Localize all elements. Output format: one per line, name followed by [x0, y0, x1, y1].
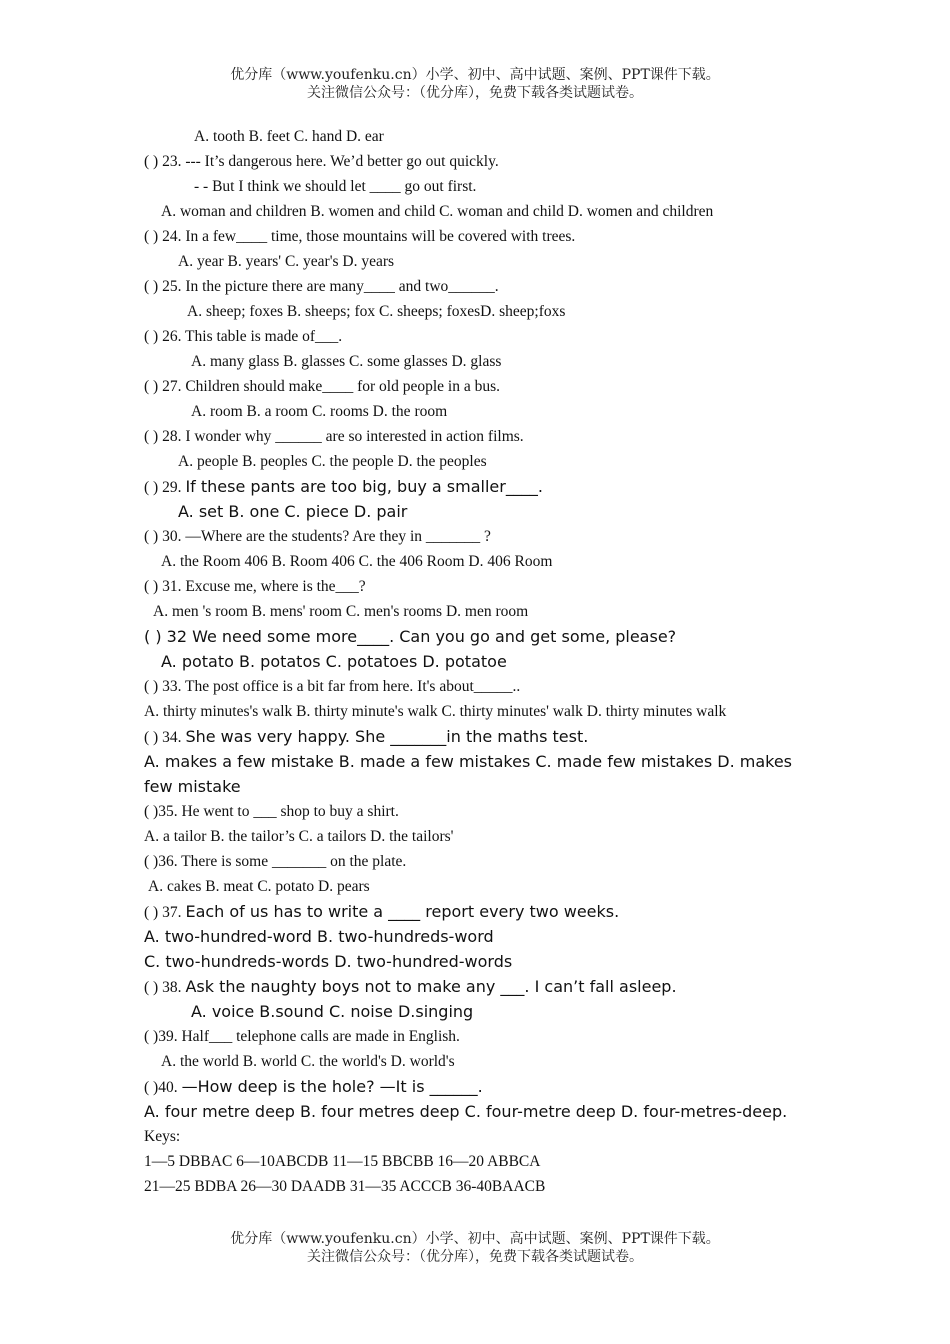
- q24-question: ( ) 24. In a few____ time, those mountains will be covered with trees.: [144, 228, 576, 245]
- q36-question: ( )36. There is some _______ on the plate.: [144, 853, 407, 870]
- q38-options: A. voice B.sound C. noise D.singing: [191, 1002, 474, 1021]
- page-footer: [0, 1230, 950, 1266]
- q33-options: A. thirty minutes's walk B. thirty minute's walk C. thirty minutes' walk D. thirty minutes walk: [144, 703, 727, 720]
- q32-question: ( ) 32 We need some more____. Can you go and get some, please?: [144, 627, 677, 646]
- q23-options: A. woman and children B. women and child C. woman and child D. women and children: [161, 203, 714, 220]
- q34-question: [144, 724, 814, 749]
- q23-question: ( ) 23. --- It’s dangerous here. We’d better go out quickly.: [144, 153, 499, 170]
- q28-question: ( ) 28. I wonder why ______ are so interested in action films.: [144, 428, 524, 445]
- q31-options: A. men 's room B. mens' room C. men's rooms D. men room: [153, 603, 529, 620]
- q27-question: ( ) 27. Children should make____ for old people in a bus.: [144, 378, 501, 395]
- q39-options: A. the world B. world C. the world's D. world's: [161, 1053, 455, 1070]
- q25-options: A. sheep; foxes B. sheeps; fox C. sheeps; foxesD. sheep;foxs: [187, 303, 566, 320]
- header-line-1: 优分库（www.youfenku.cn）小学、初中、高中试题、案例、PPT课件下载。: [230, 67, 720, 83]
- q29-question: [144, 474, 814, 499]
- footer-line-2: 关注微信公众号：（优分库），免费下载各类试题试卷。: [307, 1249, 643, 1265]
- q40-question: [144, 1074, 814, 1099]
- q35-options: A. a tailor B. the tailor’s C. a tailors D. the tailors': [144, 828, 454, 845]
- q24-options: A. year B. years' C. year's D. years: [178, 253, 395, 270]
- keys-line-1: 1—5 DBBAC 6—10ABCDB 11—15 BBCBB 16—20 ABBCA: [144, 1153, 541, 1170]
- q34-options: A. makes a few mistake B. made a few mistakes C. made few mistakes D. makes few mistake: [144, 752, 792, 796]
- q22-options: A. tooth B. feet C. hand D. ear: [194, 128, 384, 145]
- q37-text: Each of us has to write a ____ report every two weeks.: [185, 902, 620, 921]
- keys-line-2: 21—25 BDBA 26—30 DAADB 31—35 ACCCB 36-40BAACB: [144, 1178, 546, 1195]
- exam-questions: [144, 124, 814, 1199]
- q29-number: ( ) 29.: [144, 479, 182, 496]
- q37-options-cd: C. two-hundreds-words D. two-hundred-words: [144, 952, 513, 971]
- q26-question: ( ) 26. This table is made of___.: [144, 328, 343, 345]
- q30-question: ( ) 30. —Where are the students? Are they in _______ ?: [144, 528, 491, 545]
- q25-question: ( ) 25. In the picture there are many____ and two______.: [144, 278, 499, 295]
- q33-question: ( ) 33. The post office is a bit far from here. It's about_____..: [144, 678, 521, 695]
- q37-number: ( ) 37.: [144, 904, 182, 921]
- q29-options: A. set B. one C. piece D. pair: [178, 502, 408, 521]
- q35-question: ( )35. He went to ___ shop to buy a shirt.: [144, 803, 399, 820]
- q40-text: —How deep is the hole? —It is ______.: [181, 1077, 483, 1096]
- q32-options: A. potato B. potatos C. potatoes D. potatoe: [161, 652, 507, 671]
- q40-options: A. four metre deep B. four metres deep C. four-metre deep D. four-metres-deep.: [144, 1102, 788, 1121]
- q37-options-ab: A. two-hundred-word B. two-hundreds-word: [144, 927, 494, 946]
- q34-text: She was very happy. She _______in the maths test.: [185, 727, 589, 746]
- q38-question: [144, 974, 814, 999]
- q28-options: A. people B. peoples C. the people D. the peoples: [178, 453, 487, 470]
- page-header: [0, 66, 950, 102]
- q31-question: ( ) 31. Excuse me, where is the___?: [144, 578, 366, 595]
- q29-text: If these pants are too big, buy a smaller____.: [185, 477, 543, 496]
- q27-options: A. room B. a room C. rooms D. the room: [191, 403, 448, 420]
- q39-question: ( )39. Half___ telephone calls are made in English.: [144, 1028, 460, 1045]
- q30-options: A. the Room 406 B. Room 406 C. the 406 Room D. 406 Room: [161, 553, 553, 570]
- q38-text: Ask the naughty boys not to make any ___. I can’t fall asleep.: [185, 977, 677, 996]
- q36-options: A. cakes B. meat C. potato D. pears: [148, 878, 370, 895]
- q23-reply: - - But I think we should let ____ go out first.: [194, 178, 477, 195]
- q40-number: ( )40.: [144, 1079, 178, 1096]
- keys-heading: Keys:: [144, 1128, 181, 1145]
- q37-question: [144, 899, 814, 924]
- header-line-2: 关注微信公众号：（优分库），免费下载各类试题试卷。: [307, 85, 643, 101]
- q34-number: ( ) 34.: [144, 729, 182, 746]
- q38-number: ( ) 38.: [144, 979, 182, 996]
- q26-options: A. many glass B. glasses C. some glasses D. glass: [191, 353, 502, 370]
- footer-line-1: 优分库（www.youfenku.cn）小学、初中、高中试题、案例、PPT课件下载。: [230, 1231, 720, 1247]
